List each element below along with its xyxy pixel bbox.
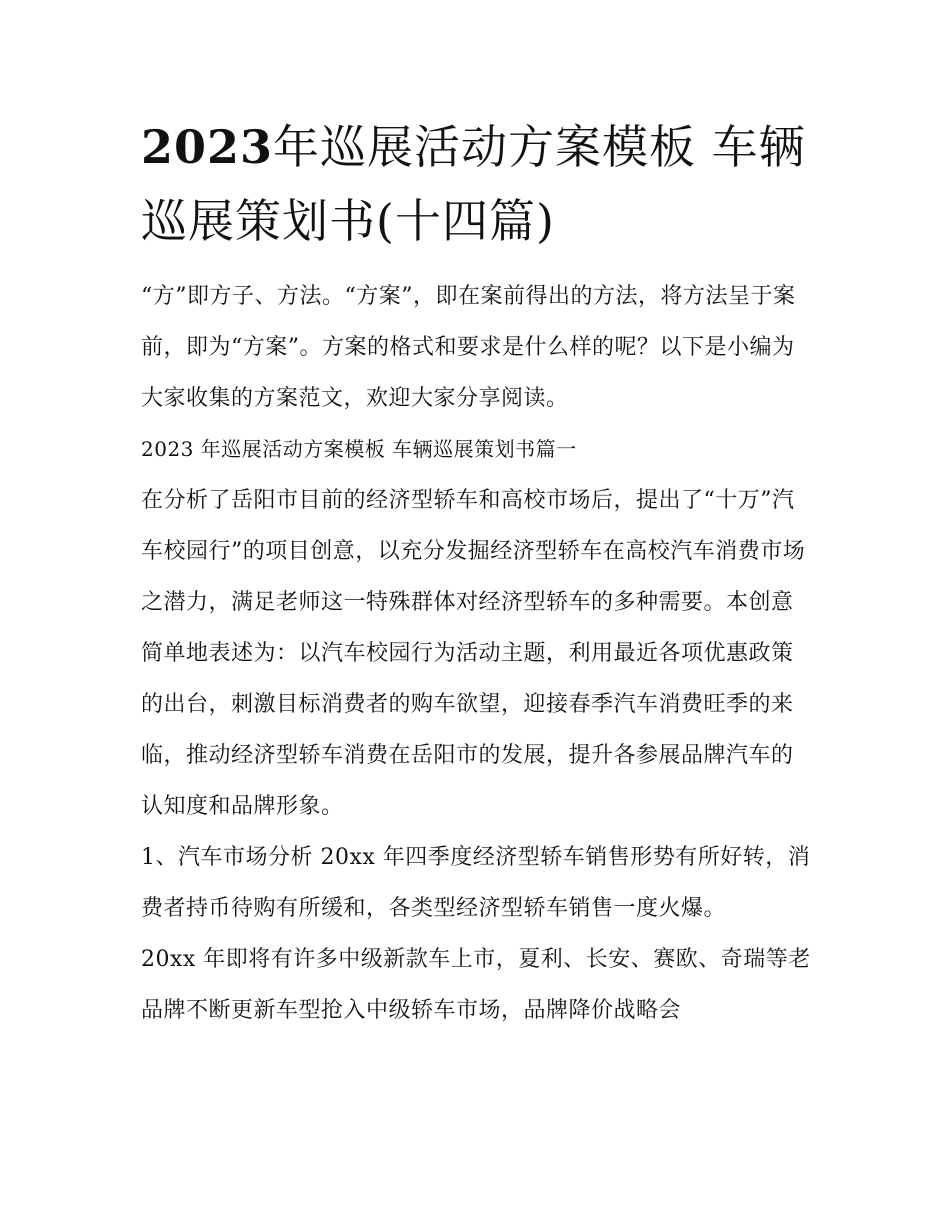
document-page [141, 0, 811, 1036]
title-text: 年巡展活动方案模板 车辆巡展策划书(十四篇) [141, 120, 806, 248]
intro-paragraph: “方”即方子、方法。“方案”，即在案前得出的方法，将方法呈于案前，即为“方案”。方案的格式和要求是什么样的呢？以下是小编为大家收集的方案范文，欢迎大家分享阅读。 [141, 284, 796, 411]
body-paragraph: 在分析了岳阳市目前的经济型轿车和高校市场后，提出了“十万”汽车校园行”的项目创意，以充分发掘经济型轿车在高校汽车消费市场之潜力，满足老师这一特殊群体对经济型轿车的多种需要。本创意简单地表述为：以汽车校园行为活动主题，利用最近各项优惠政策的出台，刺激目标消费者的购车欲望，迎接春季汽车消费旺季的来临，推动经济型轿车消费在岳阳市的发展，提升各参展品牌汽车的认知度和品牌形象。 [141, 488, 806, 819]
section-heading: 2023 年巡展活动方案模板 车辆巡展策划书篇一 [141, 437, 577, 461]
body-paragraph: 1、汽车市场分析 20xx 年四季度经济型轿车销售形势有所好转，消费者持币待购有所缓和，各类型经济型轿车销售一度火爆。 [141, 845, 811, 921]
title-year: 2023 [141, 120, 274, 174]
body-paragraph: 20xx 年即将有许多中级新款车上市，夏利、长安、赛欧、奇瑞等老品牌不断更新车型抢入中级轿车市场，品牌降价战略会 [141, 947, 811, 1023]
document-title [141, 0, 811, 258]
